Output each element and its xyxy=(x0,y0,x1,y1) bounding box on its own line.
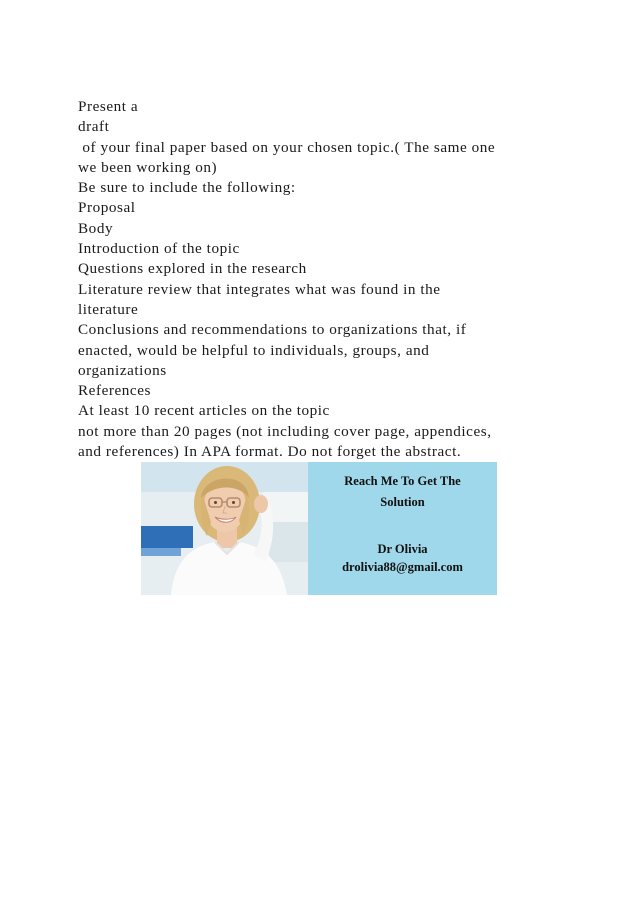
text-line: Questions explored in the research xyxy=(78,260,307,278)
text-line: enacted, would be helpful to individuals, groups, and xyxy=(78,341,430,359)
text-line: Literature review that integrates what was found in the xyxy=(78,280,441,298)
text-line: literature xyxy=(78,300,139,318)
text-line: draft xyxy=(78,118,110,136)
text-line: Conclusions and recommendations to organizations that, if xyxy=(78,321,467,339)
contact-email: drolivia88@gmail.com xyxy=(342,560,463,574)
text-line: we been working on) xyxy=(78,158,218,176)
contact-panel xyxy=(308,462,497,595)
woman-photo xyxy=(141,462,308,595)
text-line: organizations xyxy=(78,361,167,379)
contact-banner xyxy=(141,462,497,595)
text-line: Be sure to include the following: xyxy=(78,179,296,197)
panel-heading-line2: Solution xyxy=(380,495,425,509)
text-line: of your final paper based on your chosen topic.( The same one xyxy=(78,138,496,156)
text-line: Body xyxy=(78,219,114,237)
text-line: and references) In APA format. Do not forget the abstract. xyxy=(78,443,462,461)
text-line: Present a xyxy=(78,98,139,115)
panel-heading-line1: Reach Me To Get The xyxy=(344,474,461,488)
contact-name: Dr Olivia xyxy=(377,542,428,556)
text-line: Proposal xyxy=(78,199,136,217)
assignment-text xyxy=(78,97,578,462)
text-line: References xyxy=(78,382,151,400)
text-line: At least 10 recent articles on the topic xyxy=(78,402,330,420)
text-line: Introduction of the topic xyxy=(78,240,240,258)
text-line: not more than 20 pages (not including cover page, appendices, xyxy=(78,422,492,440)
